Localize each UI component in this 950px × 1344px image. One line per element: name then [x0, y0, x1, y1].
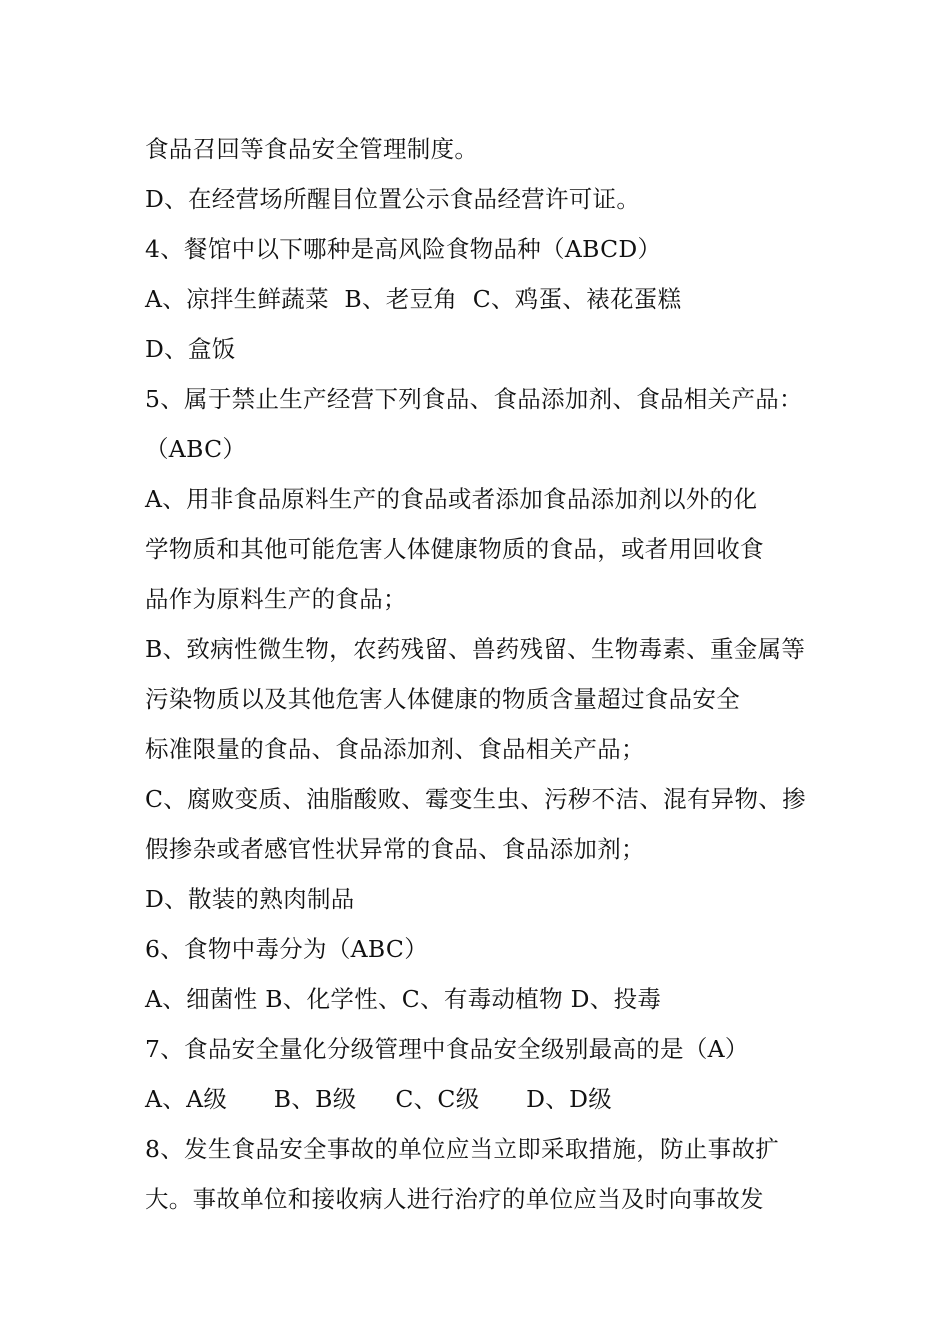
option-line: A、用非食品原料生产的食品或者添加食品添加剂以外的化 — [145, 485, 758, 513]
text-line: 学物质和其他可能危害人体健康物质的食品，或者用回收食 — [145, 535, 764, 563]
text-line: 假掺杂或者感官性状异常的食品、食品添加剂； — [145, 835, 645, 863]
option-line: D、散装的熟肉制品 — [145, 885, 355, 913]
text-line: （ABC） — [145, 435, 247, 463]
option-line: D、盒饭 — [145, 335, 236, 363]
document-body — [145, 124, 815, 1224]
option-line: C、腐败变质、油脂酸败、霉变生虫、污秽不洁、混有异物、掺 — [145, 785, 806, 813]
text-line: 污染物质以及其他危害人体健康的物质含量超过食品安全 — [145, 685, 740, 713]
question-line: 4、餐馆中以下哪种是高风险食物品种（ABCD） — [145, 235, 662, 263]
option-line: A、A级 B、B级 C、C级 D、D级 — [145, 1085, 613, 1113]
question-line: 8、发生食品安全事故的单位应当立即采取措施，防止事故扩 — [145, 1135, 780, 1163]
text-line: D、在经营场所醒目位置公示食品经营许可证。 — [145, 185, 641, 213]
option-line: A、凉拌生鲜蔬菜 B、老豆角 C、鸡蛋、裱花蛋糕 — [145, 285, 682, 313]
question-line: 6、食物中毒分为（ABC） — [145, 935, 429, 963]
text-line: 品作为原料生产的食品； — [145, 585, 407, 613]
text-line: 食品召回等食品安全管理制度。 — [145, 135, 479, 163]
text-line: 标准限量的食品、食品添加剂、食品相关产品； — [145, 735, 645, 763]
question-line: 7、食品安全量化分级管理中食品安全级别最高的是（A） — [145, 1035, 749, 1063]
question-line: 5、属于禁止生产经营下列食品、食品添加剂、食品相关产品： — [145, 385, 803, 413]
option-line: A、细菌性 B、化学性、C、有毒动植物 D、投毒 — [145, 985, 662, 1013]
option-line: B、致病性微生物，农药残留、兽药残留、生物毒素、重金属等 — [145, 635, 806, 663]
text-line: 大。事故单位和接收病人进行治疗的单位应当及时向事故发 — [145, 1185, 764, 1213]
